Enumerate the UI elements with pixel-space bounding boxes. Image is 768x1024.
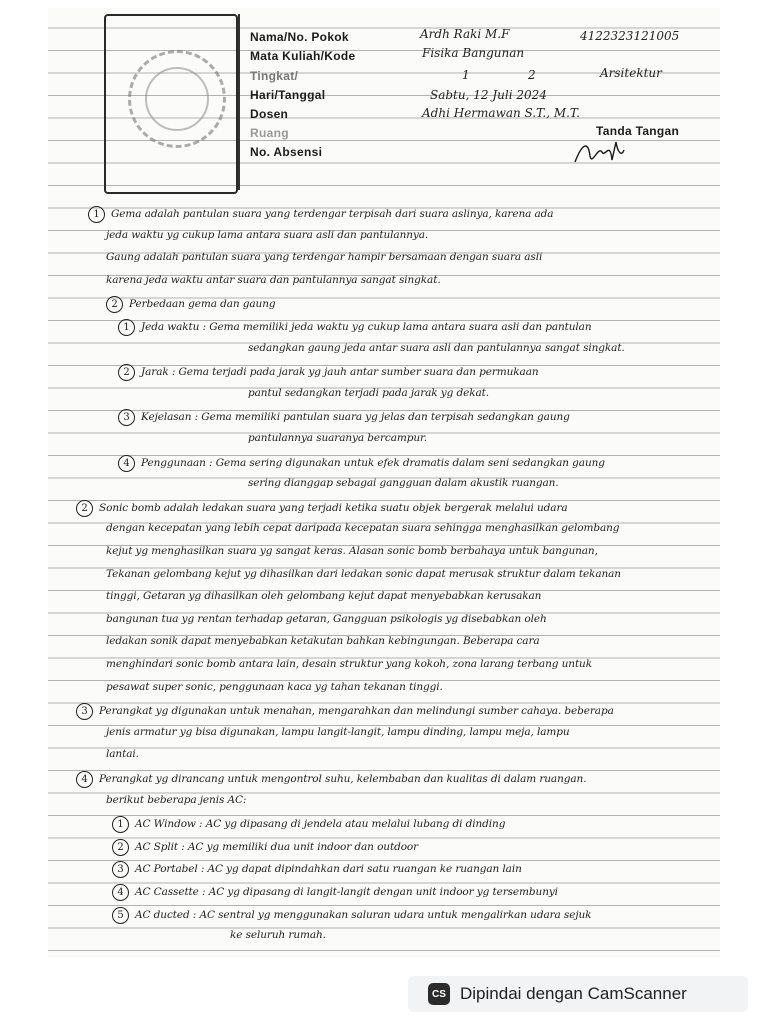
- answer-line: [106, 726, 570, 738]
- label-name: Nama/No. Pokok: [250, 30, 349, 44]
- answer-text: Perangkat yg digunakan untuk menahan, mengarahkan dan melindungi sumber cahaya. beberapa: [99, 705, 614, 718]
- answer-text: Jeda waktu : Gema memiliki jeda waktu yg cukup lama antara suara asli dan pantulan: [141, 321, 592, 333]
- value-level2: 2: [528, 68, 536, 82]
- answer-line: [106, 590, 541, 602]
- answer-line: [106, 635, 540, 647]
- answer-line: [112, 861, 522, 878]
- answer-text: Gema adalah pantulan suara yang terdengar terpisah dari suara aslinya, karena ada: [111, 208, 554, 220]
- label-level: Tingkat/: [250, 69, 299, 83]
- answer-line: [112, 884, 558, 901]
- value-course: Fisika Bangunan: [422, 46, 525, 60]
- answer-line: [106, 794, 246, 806]
- answer-text: sedangkan gaung jeda antar suara asli dan pantulannya sangat singkat.: [248, 341, 625, 354]
- answer-text: bangunan tua yg rentan terhadap getaran, Gangguan psikologis yg disebabkan oleh: [106, 612, 547, 625]
- header-divider: [238, 14, 240, 190]
- answer-line: [118, 319, 592, 336]
- item-number: 1: [88, 206, 105, 223]
- item-number: 2: [118, 364, 135, 381]
- answer-text: AC Portabel : AC yg dapat dipindahkan dari satu ruangan ke ruangan lain: [135, 863, 522, 876]
- camscanner-logo-icon: CS: [428, 983, 450, 1005]
- answer-text: Penggunaan : Gema sering digunakan untuk efek dramatis dalam seni sedangkan gaung: [141, 456, 605, 469]
- answer-line: [112, 816, 505, 833]
- value-npm: 4122323121005: [580, 29, 680, 43]
- answer-line: [76, 771, 586, 788]
- answer-text: ke seluruh rumah.: [230, 929, 326, 942]
- answer-line: [248, 387, 489, 399]
- answer-text: tinggi, Getaran yg dihasilkan oleh gelombang kejut dapat menyebabkan kerusakan: [106, 590, 542, 603]
- label-course: Mata Kuliah/Kode: [250, 49, 356, 63]
- label-lecturer: Dosen: [250, 107, 289, 121]
- answer-text: pantulannya suaranya bercampur.: [248, 432, 428, 444]
- item-number: 3: [112, 861, 129, 878]
- answer-text: dengan kecepatan yang lebih cepat daripada kecepatan suara sehingga menghasilkan gelombang: [106, 522, 620, 535]
- answer-line: [106, 658, 592, 670]
- item-number: 1: [112, 816, 129, 833]
- answer-line: [118, 455, 605, 472]
- answer-line: [76, 703, 614, 720]
- answer-text: Perbedaan gema dan gaung: [129, 298, 276, 311]
- answer-line: [106, 229, 428, 241]
- item-number: 4: [118, 455, 135, 472]
- item-number: 3: [76, 703, 93, 720]
- label-room: Ruang: [250, 126, 289, 140]
- answer-text: AC ducted : AC sentral yg menggunakan saluran udara untuk mengalirkan udara sejuk: [135, 908, 592, 921]
- camscanner-text: Dipindai dengan CamScanner: [460, 984, 687, 1003]
- answer-text: AC Cassette : AC yg dipasang di langit-langit dengan unit indoor yg tersembunyi: [135, 886, 558, 898]
- answer-text: AC Window : AC yg dipasang di jendela atau melalui lubang di dinding: [135, 818, 506, 831]
- answer-text: sering dianggap sebagai gangguan dalam akustik ruangan.: [248, 477, 559, 490]
- answer-text: karena jeda waktu antar suara dan pantulannya sangat singkat.: [106, 273, 441, 286]
- answer-text: jeda waktu yg cukup lama antara suara asli dan pantulannya.: [106, 228, 429, 241]
- answer-line: [106, 613, 547, 625]
- answer-line: [106, 251, 542, 263]
- answer-text: ledakan sonik dapat menyebabkan ketakutan bahkan kebingungan. Beberapa cara: [106, 635, 540, 648]
- answer-text: Gaung adalah pantulan suara yang terdengar hampir bersamaan dengan suara asli: [106, 251, 543, 264]
- camscanner-badge: [408, 976, 748, 1012]
- value-major: Arsitektur: [600, 66, 662, 80]
- header-frame: [104, 14, 238, 194]
- answer-line: [106, 568, 621, 580]
- answer-text: lantai.: [106, 748, 139, 761]
- value-lecturer: Adhi Hermawan S.T., M.T.: [422, 106, 580, 120]
- answer-line: [106, 522, 619, 534]
- answer-text: berikut beberapa jenis AC:: [106, 793, 247, 806]
- answer-text: menghindari sonic bomb antara lain, desain struktur yang kokoh, zona larang terbang untuk: [106, 658, 592, 670]
- answer-text: Jarak : Gema terjadi pada jarak yg jauh antar sumber suara dan permukaan: [141, 366, 539, 379]
- answer-line: [106, 296, 276, 313]
- answer-text: Tekanan gelombang kejut yg dihasilkan dari ledakan sonic dapat merusak struktur dalam tekanan: [106, 567, 621, 580]
- item-number: 4: [76, 771, 93, 788]
- university-stamp: [128, 50, 226, 148]
- item-number: 3: [118, 409, 135, 426]
- answer-line: [248, 432, 427, 444]
- label-date: Hari/Tanggal: [250, 88, 326, 102]
- label-signature: Tanda Tangan: [596, 124, 680, 138]
- value-date: Sabtu, 12 Juli 2024: [430, 88, 547, 102]
- answer-line: [248, 342, 625, 354]
- value-level: 1: [462, 68, 470, 82]
- answer-text: Kejelasan : Gema memiliki pantulan suara yg jelas dan terpisah sedangkan gaung: [141, 411, 570, 424]
- answer-line: [106, 748, 139, 760]
- answer-text: pantul sedangkan terjadi pada jarak yg dekat.: [248, 386, 489, 399]
- answer-line: [106, 545, 598, 557]
- answer-line: [118, 364, 539, 381]
- item-number: 2: [112, 839, 129, 856]
- answer-text: kejut yg menghasilkan suara yg sangat keras. Alasan sonic bomb berbahaya untuk bangunan,: [106, 545, 598, 557]
- answer-text: Sonic bomb adalah ledakan suara yang terjadi ketika suatu objek bergerak melalui udara: [99, 501, 568, 514]
- item-number: 5: [112, 907, 129, 924]
- answer-line: [76, 500, 568, 517]
- signature-mark: [572, 136, 626, 170]
- item-number: 2: [76, 500, 93, 517]
- value-name: Ardh Raki M.F: [420, 27, 510, 41]
- answer-text: AC Split : AC yg memiliki dua unit indoor dan outdoor: [135, 840, 419, 853]
- answer-text: Perangkat yg dirancang untuk mengontrol suhu, kelembaban dan kualitas di dalam ruangan.: [99, 773, 587, 785]
- answer-line: [88, 206, 553, 223]
- answer-text: pesawat super sonic, penggunaan kaca yg tahan tekanan tinggi.: [106, 680, 443, 693]
- item-number: 4: [112, 884, 129, 901]
- answer-line: [118, 409, 570, 426]
- answer-line: [248, 477, 559, 489]
- answer-text: jenis armatur yg bisa digunakan, lampu langit-langit, lampu dinding, lampu meja, lampu: [106, 725, 570, 738]
- item-number: 2: [106, 296, 123, 313]
- answer-line: [230, 929, 326, 941]
- answer-line: [112, 907, 591, 924]
- answer-line: [106, 274, 441, 286]
- answer-line: [112, 839, 418, 856]
- answer-line: [106, 681, 443, 693]
- item-number: 1: [118, 319, 135, 336]
- label-absence: No. Absensi: [250, 145, 323, 159]
